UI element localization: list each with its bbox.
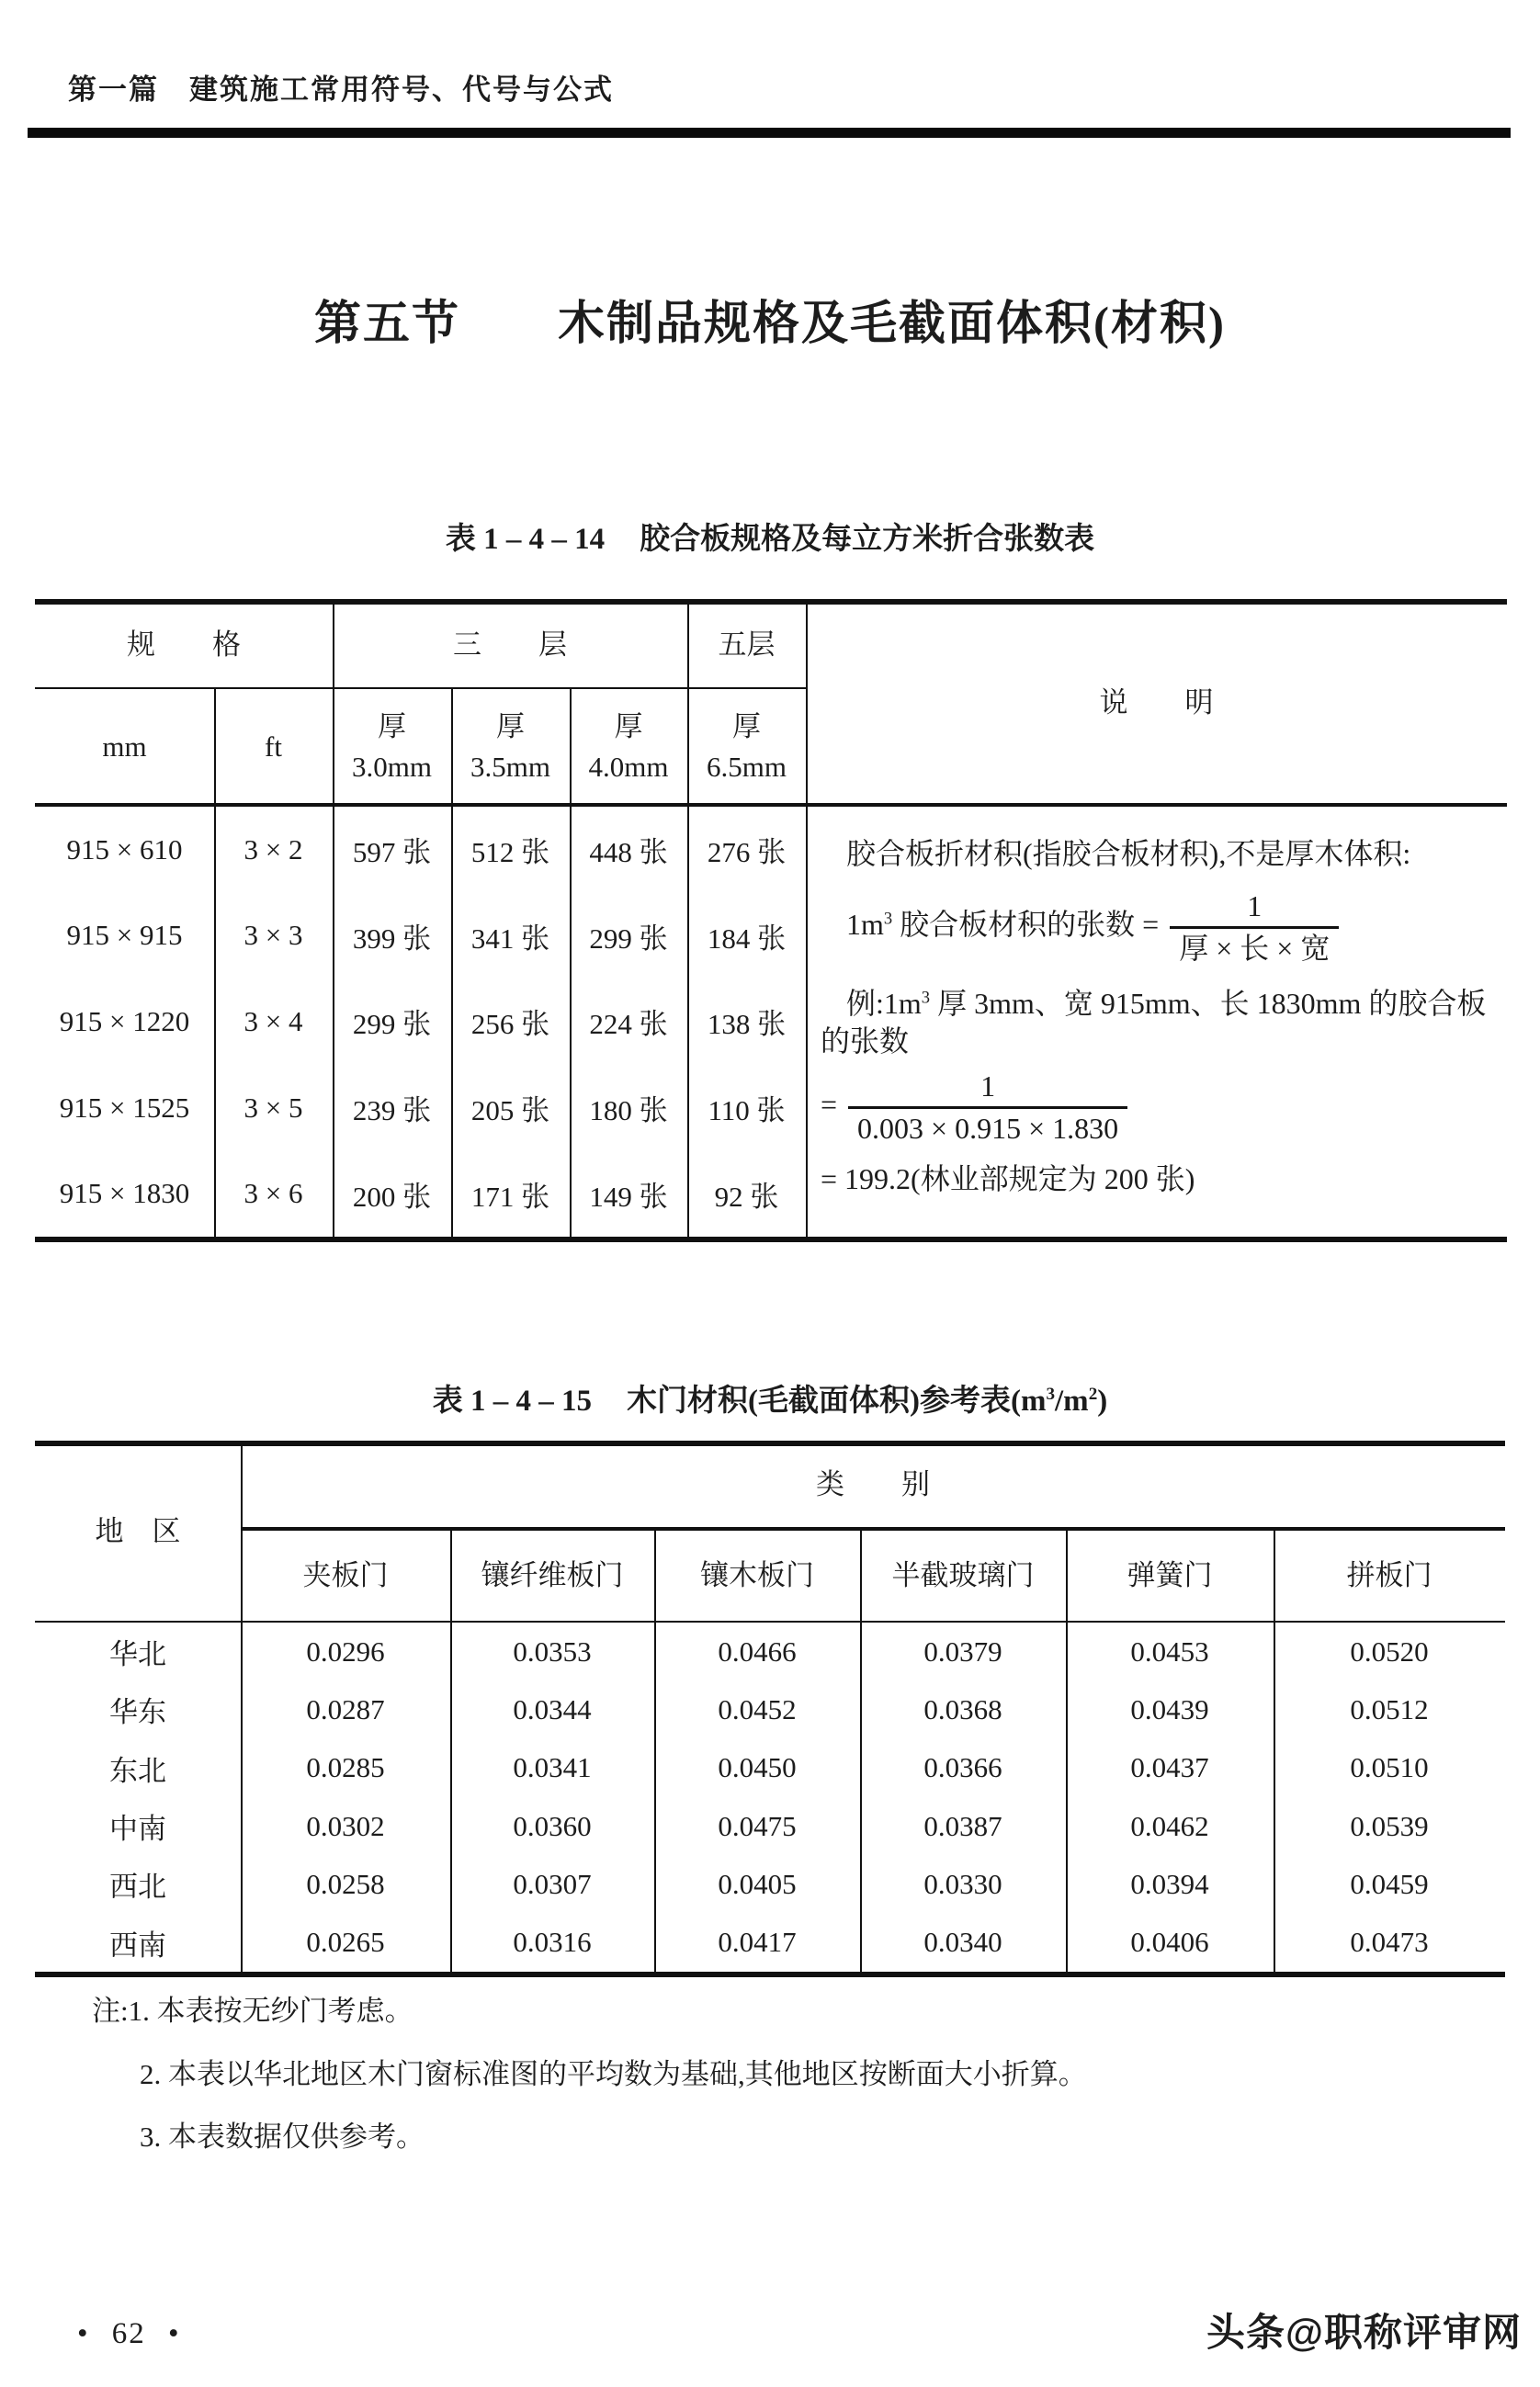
table-cell: 0.0453 [1130,1635,1209,1668]
table-cell: 0.0539 [1350,1809,1429,1842]
table-cell: 915 × 1830 [59,1177,190,1210]
t1-header-three-ply: 三 层 [453,628,567,661]
table-cell: 3 × 2 [243,832,303,865]
caption-post: ) [1097,1385,1108,1418]
remark-line3 [821,988,1490,1020]
thick-label: 厚 [732,709,761,742]
table-cell: 0.0387 [923,1809,1002,1842]
note-2: 2. 本表以华北地区木门窗标准图的平均数为基础,其他地区按断面大小折算。 [140,2058,1087,2090]
table-cell: 0.0258 [306,1867,385,1900]
equals-sign: = [821,1087,838,1121]
remark-line4: 的张数 [821,1024,910,1058]
table-cell: 0.0285 [306,1751,385,1784]
table-cell: 0.0368 [923,1692,1002,1725]
table-cell: 205 张 [470,1094,550,1127]
table-cell: 0.0287 [306,1692,385,1725]
table-cell: 0.0265 [306,1926,385,1959]
table-cell: 0.0366 [923,1751,1002,1784]
t2-header-type-4: 弹簧门 [1127,1559,1213,1592]
thick-label: 厚 [378,709,406,742]
fraction [1170,890,1339,965]
thick-size: 6.5mm [707,750,787,783]
remark-line1: 胶合板折材积(指胶合板材积),不是厚木体积: [846,837,1411,870]
t2-header-type-5: 拼板门 [1346,1559,1432,1592]
table-cell: 0.0466 [718,1635,797,1668]
table-cell: 299 张 [589,922,668,955]
table1-caption-title: 胶合板规格及每立方米折合张数表 [640,523,1095,556]
thick-label: 厚 [614,709,643,742]
table-cell: 0.0473 [1350,1926,1429,1959]
table-cell: 0.0360 [513,1809,592,1842]
t2-header-type-1: 镶纤维板门 [481,1559,624,1592]
table-cell: 92 张 [714,1180,779,1213]
remark-line2-post: 胶合板材积的张数 = [892,908,1160,942]
note-1: 注:1. 本表按无纱门考虑。 [92,1995,413,2027]
table-cell: 0.0406 [1130,1926,1209,1959]
t2-bottom-border [35,1972,1505,1977]
table-cell: 0.0459 [1350,1867,1429,1900]
table-cell: 171 张 [470,1180,550,1213]
thick-label: 厚 [496,709,525,742]
t2-header-type-0: 夹板门 [302,1559,389,1592]
section-title: 第五节 木制品规格及毛截面体积(材积) [314,299,1226,350]
table-cell: 0.0379 [923,1635,1002,1668]
fraction-denominator: 厚 × 长 × 宽 [1179,932,1331,966]
table-cell: 0.0520 [1350,1635,1429,1668]
table-cell: 3 × 5 [243,1091,303,1124]
thick-size: 4.0mm [588,750,669,783]
table-cell: 3 × 4 [243,1004,303,1037]
thick-size: 3.0mm [352,750,432,783]
watermark: 头条@职称评审网 [1206,2311,1522,2354]
table-cell: 0.0353 [513,1635,592,1668]
region-cell: 华东 [109,1696,166,1729]
table-cell: 0.0316 [513,1926,592,1959]
table-cell: 0.0341 [513,1751,592,1784]
t1-header-spec: 规 格 [127,628,241,661]
caption-pre: 木门材积(毛截面体积)参考表(m [626,1385,1047,1418]
table-cell: 0.0462 [1130,1809,1209,1842]
remark-line3-post: 厚 3mm、宽 915mm、长 1830mm 的胶合板 [930,986,1487,1020]
remark-line2 [821,890,1490,965]
table-cell: 0.0302 [306,1809,385,1842]
table-cell: 0.0405 [718,1867,797,1900]
table-cell: 0.0439 [1130,1692,1209,1725]
table-cell: 399 张 [352,922,432,955]
table-cell: 915 × 1220 [59,1004,190,1037]
t2-header-region: 地 区 [95,1515,181,1548]
remark-line5 [821,1070,1490,1145]
t1-header-ft: ft [265,730,282,763]
table-cell: 915 × 915 [66,919,183,952]
page-number: • 62 • [77,2317,181,2350]
t2-header-type-3: 半截玻璃门 [891,1559,1035,1592]
t2-header-type-2: 镶木板门 [700,1559,814,1592]
running-header: 第一篇 建筑施工常用符号、代号与公式 [68,74,614,106]
table-cell: 299 张 [352,1008,432,1041]
table-cell: 915 × 1525 [59,1091,190,1124]
region-cell: 西北 [109,1871,166,1904]
table2-caption-title [627,1385,1107,1418]
table-cell: 3 × 3 [243,919,303,952]
fraction-numerator: 1 [1170,890,1339,929]
table-cell: 0.0344 [513,1692,592,1725]
table-cell: 0.0394 [1130,1867,1209,1900]
t1-header-thick-65 [687,688,806,805]
table-cell: 0.0510 [1350,1751,1429,1784]
t1-header-five-ply: 五层 [718,628,776,661]
table-cell: 3 × 6 [243,1177,303,1210]
table-cell: 512 张 [470,836,550,869]
table-cell: 0.0512 [1350,1692,1429,1725]
table-cell: 256 张 [470,1008,550,1041]
fraction [848,1070,1127,1145]
table-cell: 0.0340 [923,1926,1002,1959]
t1-header-mm: mm [102,730,147,763]
table1-caption [0,515,1540,558]
remark-line6: = 199.2(林业部规定为 200 张) [821,1162,1195,1196]
caption-mid: /m [1055,1385,1089,1418]
table-cell: 184 张 [707,922,787,955]
table-cell: 224 张 [589,1008,668,1041]
t2-body [35,1623,1505,1972]
region-cell: 中南 [109,1813,166,1846]
table-cell: 200 张 [352,1180,432,1213]
t1-header-remark: 说 明 [1099,686,1214,719]
table-cell: 110 张 [708,1094,786,1127]
t1-remark-cell [806,807,1507,1239]
t2-header-category: 类 别 [816,1468,930,1501]
table2-caption [0,1376,1540,1420]
table-cell: 0.0296 [306,1635,385,1668]
table-cell: 0.0437 [1130,1751,1209,1784]
cubic-sup: 3 [1046,1385,1056,1404]
table-cell: 341 张 [470,922,550,955]
table-cell: 597 张 [352,836,432,869]
remark-line2-pre: 1m [846,908,884,942]
table-cell: 276 张 [707,836,787,869]
t1-body [35,807,806,1237]
t1-header-thick-40 [570,688,687,805]
t1-header-thick-35 [451,688,570,805]
table-cell: 149 张 [589,1180,668,1213]
table1-caption-label: 表 1 – 4 – 14 [445,523,606,556]
table-cell: 0.0330 [923,1867,1002,1900]
t1-header-thick-30 [333,688,451,805]
note-3: 3. 本表数据仅供参考。 [140,2121,425,2153]
fraction-denominator: 0.003 × 0.915 × 1.830 [857,1112,1119,1146]
square-sup: 2 [1088,1385,1098,1404]
fraction-numerator: 1 [848,1070,1127,1109]
table-cell: 0.0307 [513,1867,592,1900]
table2-caption-label: 表 1 – 4 – 15 [432,1385,592,1418]
header-rule [28,128,1511,138]
table-cell: 180 张 [589,1094,668,1127]
region-cell: 东北 [109,1754,166,1787]
table-cell: 0.0417 [718,1926,797,1959]
table-cell: 239 张 [352,1094,432,1127]
table-cell: 0.0475 [718,1809,797,1842]
region-cell: 西南 [109,1929,166,1962]
table-cell: 448 张 [589,836,668,869]
table-cell: 0.0452 [718,1692,797,1725]
table-cell: 138 张 [707,1008,787,1041]
table-cell: 0.0450 [718,1751,797,1784]
remark-line3-pre: 例:1m [846,986,922,1020]
cubic-sup: 3 [921,987,931,1007]
thick-size: 3.5mm [470,750,550,783]
cubic-sup: 3 [883,909,893,929]
table-cell: 915 × 610 [66,832,183,865]
region-cell: 华北 [109,1638,166,1671]
